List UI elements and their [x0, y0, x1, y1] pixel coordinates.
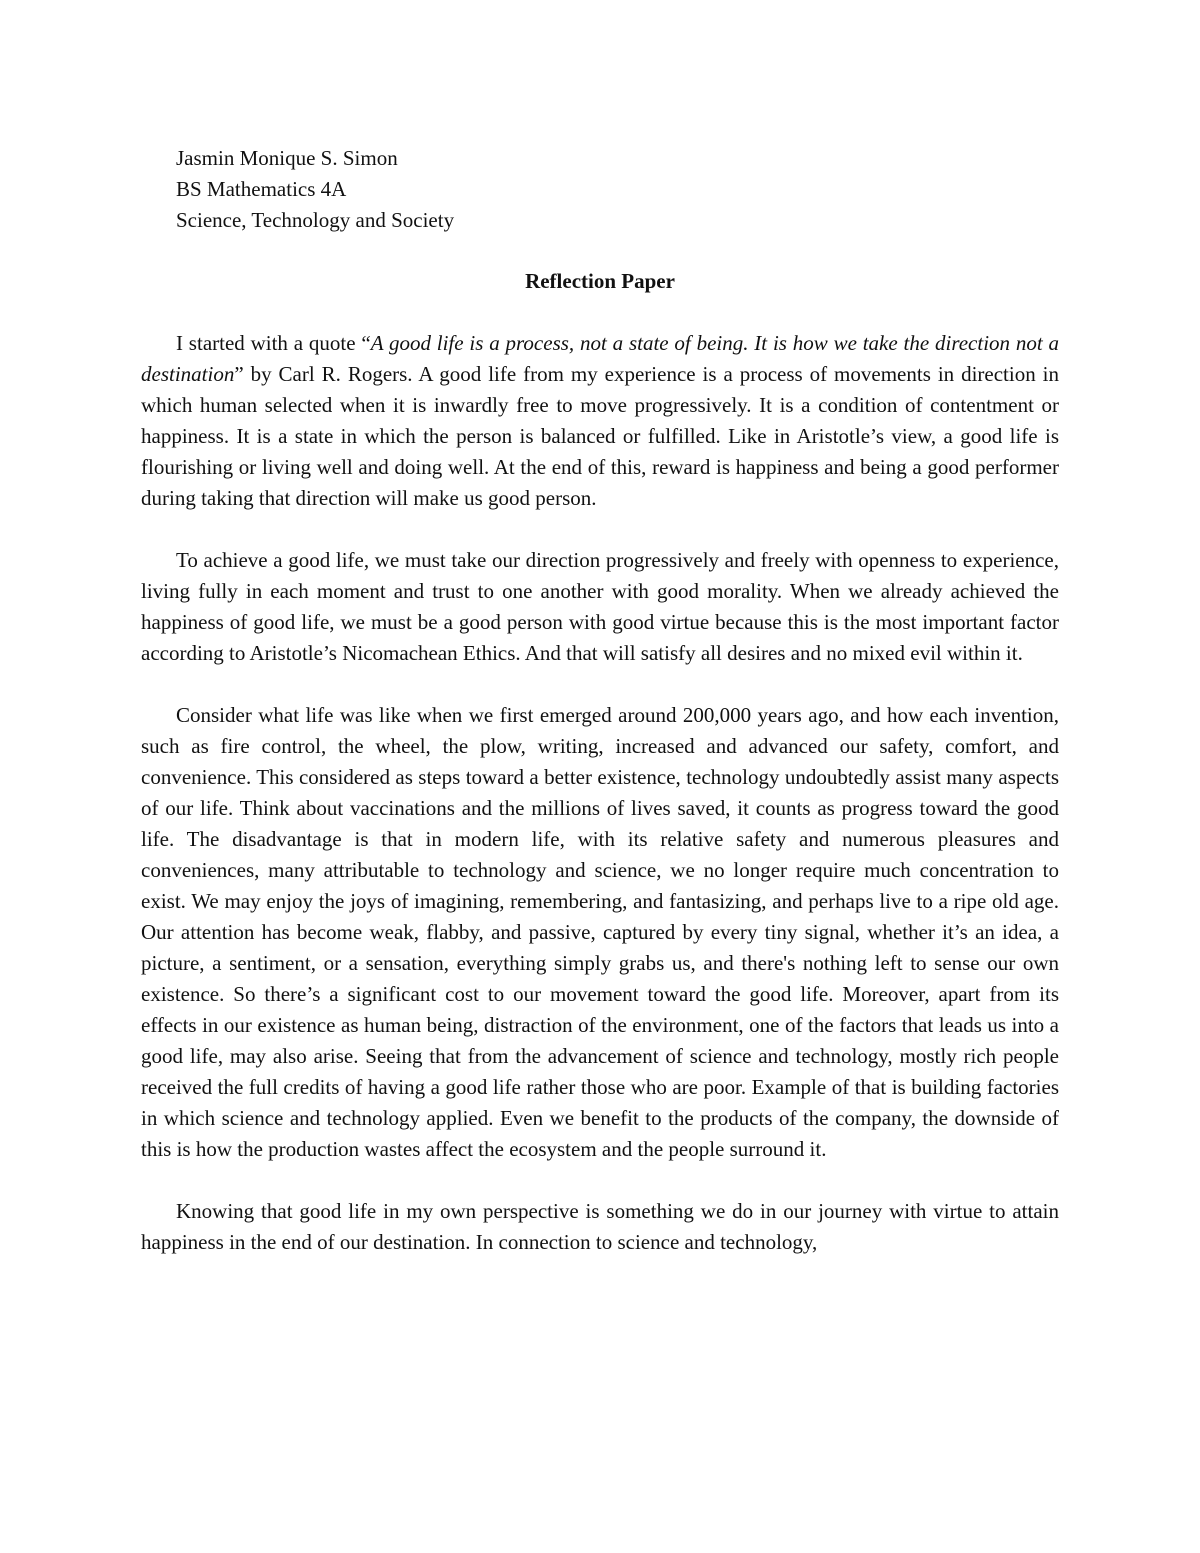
author-name: Jasmin Monique S. Simon: [176, 146, 398, 170]
paragraph-1: [141, 328, 1059, 514]
paper-title: Reflection Paper: [525, 269, 675, 293]
paragraph-2: To achieve a good life, we must take our direction progressively and freely with openness to experience, living fully in each moment and trust to one another with good morality. When we already achieved the happiness of good life, we must be a good person with good virtue because this is the most important factor according to Aristotle’s Nicomachean Ethics. And that will satisfy all desires and no mixed evil within it.: [141, 548, 1059, 665]
paragraph-3: Consider what life was like when we first emerged around 200,000 years ago, and how each invention, such as fire control, the wheel, the plow, writing, increased and advanced our safety, comfort, and convenience. This considered as steps toward a better existence, technology undoubtedly assist many aspects of our life. Think about vaccinations and the millions of lives saved, it counts as progress toward the good life. The disadvantage is that in modern life, with its relative safety and numerous pleasures and conveniences, many attributable to technology and science, we no longer require much concentration to exist. We may enjoy the joys of imagining, remembering, and fantasizing, and perhaps live to a ripe old age. Our attention has become weak, flabby, and passive, captured by every tiny signal, whether it’s an idea, a picture, a sentiment, or a sensation, everything simply grabs us, and there's nothing left to sense our own existence. So there’s a significant cost to our movement toward the good life. Moreover, apart from its effects in our existence as human being, distraction of the environment, one of the factors that leads us into a good life, may also arise. Seeing that from the advancement of science and technology, mostly rich people received the full credits of having a good life rather those who are poor. Example of that is building factories in which science and technology applied. Even we benefit to the products of the company, the downside of this is how the production wastes affect the ecosystem and the people surround it.: [141, 703, 1059, 1161]
author-header: [176, 143, 454, 236]
course-section: BS Mathematics 4A: [176, 177, 347, 201]
paragraph-1-rest: ” by Carl R. Rogers. A good life from my experience is a process of movements in direction in which human selected when it is inwardly free to move progressively. It is a condition of contentment or happiness. It is a state in which the person is balanced or fulfilled. Like in Aristotle’s view, a good life is flourishing or living well and doing well. At the end of this, reward is happiness and being a good performer during taking that direction will make us good person.: [141, 362, 1059, 510]
rogers-quote: A good life is a process, not a state of being. It is how we take the direction not a destination: [141, 331, 1059, 386]
paragraph-4: Knowing that good life in my own perspective is something we do in our journey with virtue to attain happiness in the end of our destination. In connection to science and technology,: [141, 1199, 1059, 1254]
paper-body: [141, 328, 1059, 1258]
paragraph-1-lead: I started with a quote “: [176, 331, 371, 355]
subject-name: Science, Technology and Society: [176, 208, 455, 232]
